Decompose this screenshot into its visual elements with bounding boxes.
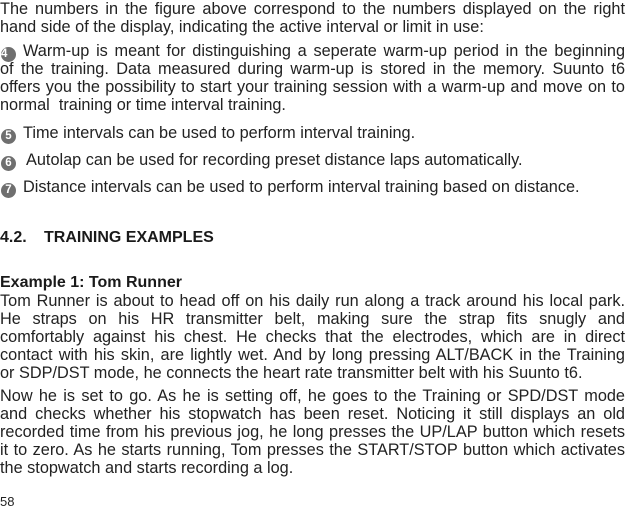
section-heading — [0, 229, 214, 247]
list-item-warmup — [0, 42, 625, 62]
item-text: normal training or time interval training. — [0, 96, 286, 114]
example-title: Example 1: Tom Runner — [0, 274, 182, 291]
intro-line: The numbers in the figure above correspond to the numbers displayed on the right — [0, 0, 625, 18]
paragraph-line: He straps on his HR transmitter belt, making sure the strap fits snugly and — [0, 310, 625, 328]
page-number: 58 — [0, 494, 15, 509]
paragraph-line: contact with his skin, are lightly wet. And by long pressing ALT/BACK in the Training — [0, 346, 625, 364]
section-title: TRAINING EXAMPLES — [44, 229, 214, 246]
item-text: Warm-up is meant for distinguishing a seperate warm-up period in the beginning — [23, 42, 625, 60]
item-text: Time intervals can be used to perform interval training. — [23, 124, 416, 142]
paragraph-line: comfortably against his chest. He checks that the electrodes, which are in direct — [0, 328, 625, 346]
paragraph-line: it to zero. As he starts running, Tom presses the START/STOP button which activates — [0, 441, 625, 459]
paragraph-line: recorded time from his previous jog, he long presses the UP/LAP button which resets — [0, 423, 625, 441]
item-text: Distance intervals can be used to perform interval training based on distance. — [23, 178, 580, 196]
paragraph-line: the stopwatch and starts recording a log. — [0, 459, 294, 477]
paragraph-line: Tom Runner is about to head off on his daily run along a track around his local park. — [0, 292, 625, 310]
paragraph-line: or SDP/DST mode, he connects the heart rate transmitter belt with his Suunto t6. — [0, 364, 583, 382]
list-item-time-intervals — [0, 124, 625, 144]
paragraph-line: Now he is set to go. As he is setting off, he goes to the Training or SPD/DST mode — [0, 387, 625, 405]
paragraph-line: and checks whether his stopwatch has been reset. Noticing it still displays an old — [0, 405, 625, 423]
item-text: offers you the possibility to start your training session with a warm-up and move on to — [0, 78, 625, 96]
intro-line: hand side of the display, indicating the active interval or limit in use: — [0, 18, 484, 36]
number-5-circle-icon: 5 — [1, 129, 16, 144]
section-number: 4.2. — [0, 229, 27, 246]
number-7-circle-icon: 7 — [1, 183, 16, 198]
item-text: Autolap can be used for recording preset distance laps automatically. — [26, 151, 523, 169]
list-item-autolap — [0, 151, 625, 171]
number-6-circle-icon: 6 — [1, 156, 16, 171]
item-text: of the training. Data measured during warm-up is stored in the memory. Suunto t6 — [0, 60, 625, 78]
list-item-distance-intervals — [0, 178, 625, 198]
number-4-circle-icon: 4 — [1, 47, 16, 62]
